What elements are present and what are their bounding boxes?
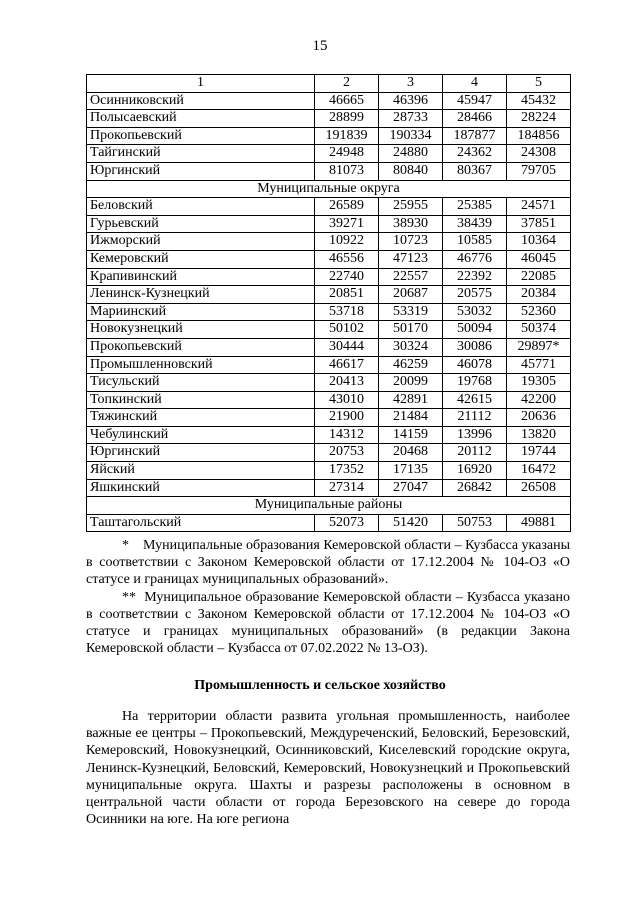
table-cell: 20413 [315,374,379,392]
municipality-name: Тисульский [87,374,315,392]
table-cell: 50102 [315,321,379,339]
table-cell: 28224 [507,110,571,128]
table-cell: 14159 [379,426,443,444]
table-cell: 22085 [507,268,571,286]
table-cell: 50094 [443,321,507,339]
column-header: 2 [315,75,379,93]
table-cell: 28733 [379,110,443,128]
municipality-name: Юргинский [87,162,315,180]
table-cell: 24571 [507,198,571,216]
table-cell: 47123 [379,250,443,268]
table-cell: 46078 [443,356,507,374]
table-cell: 46665 [315,92,379,110]
table-cell: 25955 [379,198,443,216]
table-cell: 24362 [443,145,507,163]
table-cell: 19768 [443,374,507,392]
table-cell: 46259 [379,356,443,374]
table-cell: 26508 [507,479,571,497]
table-cell: 50753 [443,514,507,532]
table-cell: 10585 [443,233,507,251]
table-cell: 13820 [507,426,571,444]
table-section-row [87,180,571,198]
table-cell: 22557 [379,268,443,286]
table-row [87,215,571,233]
table-row [87,198,571,216]
body-text [86,708,570,828]
table-cell: 19305 [507,374,571,392]
table-row [87,356,571,374]
table-row [87,391,571,409]
table-cell: 24948 [315,145,379,163]
footnote-2: ** Муниципальное образование Кемеровской области – Кузбасса указано в соответствии с Законом Кемеровской области от 17.12.2004 № 104-ОЗ «О статусе и границах муниципальных образований» (в редакции Закона Кемеровской области – Кузбасса от 07.02.2022 № 13-ОЗ). [86,589,570,657]
table-header-row [87,75,571,93]
column-header: 1 [87,75,315,93]
municipality-name: Яшкинский [87,479,315,497]
municipality-name: Прокопьевский [87,338,315,356]
table-cell: 10922 [315,233,379,251]
table-cell: 14312 [315,426,379,444]
municipality-name: Тяжинский [87,409,315,427]
table-cell: 45771 [507,356,571,374]
table-cell: 22392 [443,268,507,286]
table-row [87,233,571,251]
municipality-name: Крапивинский [87,268,315,286]
table-cell: 30324 [379,338,443,356]
table-cell: 38930 [379,215,443,233]
table-cell: 20636 [507,409,571,427]
table-row [87,374,571,392]
table-cell: 30444 [315,338,379,356]
municipality-name: Яйский [87,462,315,480]
table-cell: 10364 [507,233,571,251]
table-cell: 45947 [443,92,507,110]
municipality-name: Прокопьевский [87,127,315,145]
footnotes [86,537,570,657]
table-cell: 20575 [443,286,507,304]
table-cell: 81073 [315,162,379,180]
table-cell: 17135 [379,462,443,480]
table-cell: 53319 [379,303,443,321]
column-header: 3 [379,75,443,93]
table-cell: 10723 [379,233,443,251]
section-label: Муниципальные районы [87,497,571,515]
table-cell: 24308 [507,145,571,163]
table-cell: 184856 [507,127,571,145]
table-body [87,75,571,532]
table-cell: 26842 [443,479,507,497]
municipality-name: Промышленновский [87,356,315,374]
table-row [87,303,571,321]
table-cell: 51420 [379,514,443,532]
table-cell: 29897* [507,338,571,356]
table-cell: 38439 [443,215,507,233]
column-header: 5 [507,75,571,93]
table-row [87,250,571,268]
municipality-name: Ленинск-Кузнецкий [87,286,315,304]
table-cell: 46396 [379,92,443,110]
page-number: 15 [312,38,328,54]
municipality-name: Осинниковский [87,92,315,110]
column-header: 4 [443,75,507,93]
table-row [87,268,571,286]
table-row [87,321,571,339]
table-cell: 53718 [315,303,379,321]
table-cell: 17352 [315,462,379,480]
table-cell: 46617 [315,356,379,374]
municipality-name: Кемеровский [87,250,315,268]
table-cell: 21112 [443,409,507,427]
section-heading: Промышленность и сельское хозяйство [194,678,446,693]
table-cell: 46045 [507,250,571,268]
table-cell: 21484 [379,409,443,427]
table-cell: 25385 [443,198,507,216]
table-cell: 16472 [507,462,571,480]
table-cell: 27047 [379,479,443,497]
table-row [87,514,571,532]
table-cell: 187877 [443,127,507,145]
table-cell: 50170 [379,321,443,339]
table-cell: 43010 [315,391,379,409]
table-row [87,409,571,427]
municipality-name: Тайгинский [87,145,315,163]
table-cell: 79705 [507,162,571,180]
table-row [87,444,571,462]
table-row [87,162,571,180]
table-row [87,145,571,163]
table-row [87,110,571,128]
table-cell: 190334 [379,127,443,145]
table-cell: 80367 [443,162,507,180]
table-cell: 26589 [315,198,379,216]
table-row [87,462,571,480]
table-cell: 22740 [315,268,379,286]
municipality-name: Ижморский [87,233,315,251]
table-cell: 45432 [507,92,571,110]
population-table [86,74,571,532]
municipality-name: Чебулинский [87,426,315,444]
municipality-name: Мариинский [87,303,315,321]
table-cell: 53032 [443,303,507,321]
table-cell: 20112 [443,444,507,462]
section-label: Муниципальные округа [87,180,571,198]
table-cell: 52360 [507,303,571,321]
table-cell: 42615 [443,391,507,409]
table-cell: 27314 [315,479,379,497]
table-cell: 28466 [443,110,507,128]
table-row [87,338,571,356]
municipality-name: Таштагольский [87,514,315,532]
table-cell: 42200 [507,391,571,409]
table-row [87,92,571,110]
table-cell: 20753 [315,444,379,462]
table-cell: 16920 [443,462,507,480]
table-cell: 50374 [507,321,571,339]
table-cell: 39271 [315,215,379,233]
table-cell: 20099 [379,374,443,392]
table-cell: 46556 [315,250,379,268]
table-section-row [87,497,571,515]
table-row [87,286,571,304]
municipality-name: Новокузнецкий [87,321,315,339]
table-cell: 80840 [379,162,443,180]
table-cell: 30086 [443,338,507,356]
table-cell: 191839 [315,127,379,145]
municipality-name: Беловский [87,198,315,216]
body-paragraph: На территории области развита угольная промышленность, наиболее важные ее центры – Прокопьевский, Междуреченский, Беловский, Березовский, Кемеровский, Новокузнецкий, Осинниковский, Киселевский городские округа, Ленинск-Кузнецкий, Беловский, Кемеровский, Новокузнецкий и Прокопьевский муниципальные округа. Шахты и разрезы расположены в основном в центральной части области от города Березовского на севере до города Осинники на юге. На юге региона [86,709,570,828]
municipality-name: Топкинский [87,391,315,409]
table-cell: 13996 [443,426,507,444]
table-cell: 42891 [379,391,443,409]
table-cell: 20687 [379,286,443,304]
table-cell: 21900 [315,409,379,427]
table-cell: 20468 [379,444,443,462]
table-cell: 49881 [507,514,571,532]
table-cell: 52073 [315,514,379,532]
table-cell: 46776 [443,250,507,268]
table-cell: 28899 [315,110,379,128]
municipality-name: Гурьевский [87,215,315,233]
table-cell: 24880 [379,145,443,163]
table-cell: 20384 [507,286,571,304]
table-cell: 19744 [507,444,571,462]
table-cell: 20851 [315,286,379,304]
municipality-name: Полысаевский [87,110,315,128]
municipality-name: Юргинский [87,444,315,462]
table-row [87,479,571,497]
table-cell: 37851 [507,215,571,233]
table-row [87,426,571,444]
table-row [87,127,571,145]
footnote-1: * Муниципальные образования Кемеровской области – Кузбасса указаны в соответствии с Законом Кемеровской области от 17.12.2004 № 104-ОЗ «О статусе и границах муниципальных образований». [86,538,570,588]
